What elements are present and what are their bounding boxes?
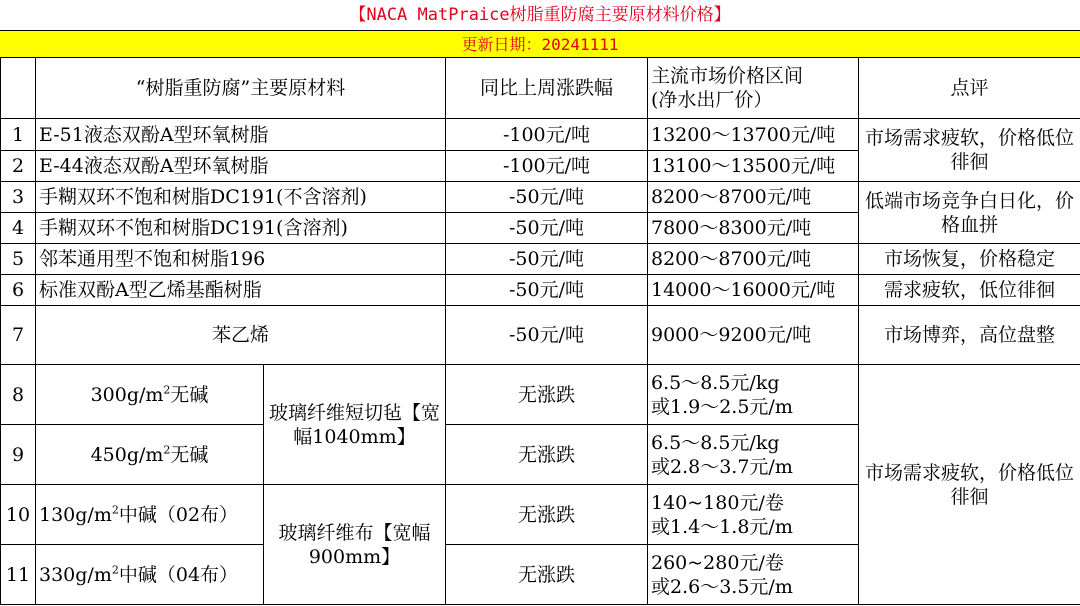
header-material: “树脂重防腐”主要原材料 bbox=[36, 58, 446, 119]
row-price: 13100～13500元/吨 bbox=[648, 151, 859, 182]
row-price: 9000～9200元/吨 bbox=[648, 306, 859, 365]
header-price-range-line2: (净水出厂价） bbox=[651, 89, 773, 111]
row-number: 6 bbox=[1, 275, 36, 306]
row-spec: $130g/m^2$中碱（02布） bbox=[36, 485, 264, 545]
row-number: 7 bbox=[1, 306, 36, 365]
row-material: 手糊双环不饱和树脂DC191(不含溶剂) bbox=[36, 182, 446, 213]
row-change: -100元/吨 bbox=[446, 151, 648, 182]
row-number: 1 bbox=[1, 119, 36, 151]
page-title: 【NACA MatPraice树脂重防腐主要原材料价格】 bbox=[349, 5, 731, 25]
table-row bbox=[1, 365, 1080, 425]
table-row bbox=[1, 119, 1080, 151]
comment-styrene: 市场博弈，高位盘整 bbox=[859, 306, 1080, 365]
row-price: 8200～8700元/吨 bbox=[648, 182, 859, 213]
row-price: 6.5～8.5元/kg 或1.9～2.5元/m bbox=[648, 365, 859, 425]
header-price-range-line1: 主流市场价格区间 bbox=[651, 65, 804, 87]
row-change: -50元/吨 bbox=[446, 213, 648, 244]
row-change: -50元/吨 bbox=[446, 306, 648, 365]
comment-glass: 市场需求疲软，价格低位徘徊 bbox=[859, 365, 1080, 605]
row-material: E-44液态双酚A型环氧树脂 bbox=[36, 151, 446, 182]
row-spec: $450g/m^2$无碱 bbox=[36, 425, 264, 485]
row-number: 4 bbox=[1, 213, 36, 244]
row-spec: $330g/m^2$中碱（04布） bbox=[36, 545, 264, 605]
row-change: -100元/吨 bbox=[446, 119, 648, 151]
row-change: 无涨跌 bbox=[446, 545, 648, 605]
table-row bbox=[1, 182, 1080, 213]
header-weekly-change: 同比上周涨跌幅 bbox=[446, 58, 648, 119]
comment-dc191: 低端市场竞争白日化，价格血拼 bbox=[859, 182, 1080, 244]
table-row bbox=[1, 306, 1080, 365]
row-number: 5 bbox=[1, 244, 36, 275]
row-spec: $300g/m^2$无碱 bbox=[36, 365, 264, 425]
row-price: 140~180元/卷 或1.4～1.8元/m bbox=[648, 485, 859, 545]
row-change: -50元/吨 bbox=[446, 182, 648, 213]
header-comment: 点评 bbox=[859, 58, 1080, 119]
group-chopped-mat: 玻璃纤维短切毡【宽幅1040mm】 bbox=[264, 365, 446, 485]
row-number: 8 bbox=[1, 365, 36, 425]
header-price-range bbox=[648, 58, 859, 119]
row-change: -50元/吨 bbox=[446, 275, 648, 306]
table-row bbox=[1, 244, 1080, 275]
row-number: 2 bbox=[1, 151, 36, 182]
row-number: 9 bbox=[1, 425, 36, 485]
row-number: 3 bbox=[1, 182, 36, 213]
update-date: 更新日期：20241111 bbox=[0, 30, 1080, 58]
row-number: 10 bbox=[1, 485, 36, 545]
row-material: 邻苯通用型不饱和树脂196 bbox=[36, 244, 446, 275]
header-no bbox=[1, 58, 36, 119]
comment-r196: 市场恢复，价格稳定 bbox=[859, 244, 1080, 275]
price-table bbox=[0, 57, 1080, 605]
row-price: 13200～13700元/吨 bbox=[648, 119, 859, 151]
comment-vinyl: 需求疲软，低位徘徊 bbox=[859, 275, 1080, 306]
group-cloth: 玻璃纤维布【宽幅900mm】 bbox=[264, 485, 446, 605]
row-change: -50元/吨 bbox=[446, 244, 648, 275]
row-material: 手糊双环不饱和树脂DC191(含溶剂) bbox=[36, 213, 446, 244]
comment-epoxy: 市场需求疲软，价格低位徘徊 bbox=[859, 119, 1080, 182]
row-change: 无涨跌 bbox=[446, 425, 648, 485]
row-price: 14000～16000元/吨 bbox=[648, 275, 859, 306]
row-price: 7800～8300元/吨 bbox=[648, 213, 859, 244]
row-price: 260~280元/卷 或2.6～3.5元/m bbox=[648, 545, 859, 605]
row-price: 8200～8700元/吨 bbox=[648, 244, 859, 275]
table-row bbox=[1, 275, 1080, 306]
row-material: E-51液态双酚A型环氧树脂 bbox=[36, 119, 446, 151]
header-row bbox=[1, 58, 1080, 119]
row-change: 无涨跌 bbox=[446, 365, 648, 425]
row-material: 标准双酚A型乙烯基酯树脂 bbox=[36, 275, 446, 306]
row-price: 6.5～8.5元/kg 或2.8～3.7元/m bbox=[648, 425, 859, 485]
row-material: 苯乙烯 bbox=[36, 306, 446, 365]
row-number: 11 bbox=[1, 545, 36, 605]
row-change: 无涨跌 bbox=[446, 485, 648, 545]
